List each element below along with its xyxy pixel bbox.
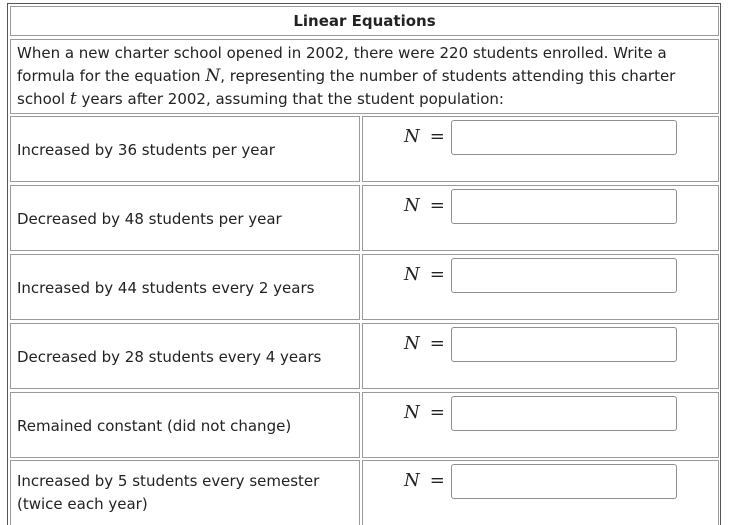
row-label: Increased by 36 students per year xyxy=(17,141,275,159)
intro-text-2: , representing the number of students attending this charter school xyxy=(17,67,676,108)
row-label-cell xyxy=(10,116,360,182)
problem-statement xyxy=(10,39,719,114)
row-label: Decreased by 48 students per year xyxy=(17,210,282,228)
variable-t: t xyxy=(69,89,77,109)
row-answer-cell xyxy=(362,254,719,320)
answer-input-2[interactable] xyxy=(451,189,677,224)
answer-input-5[interactable] xyxy=(451,396,677,431)
row-answer-cell xyxy=(362,392,719,458)
row-label: Increased by 5 students every semester (twice each year) xyxy=(17,472,320,513)
row-answer-cell xyxy=(362,460,719,525)
row-label: Remained constant (did not change) xyxy=(17,417,292,435)
equation-prefix: N = xyxy=(404,126,445,147)
equation-prefix: N = xyxy=(404,470,445,491)
row-label-cell xyxy=(10,185,360,251)
intro-text-1: When a new charter school opened in 2002, there were 220 students enrolled. Write a formula for the equation xyxy=(17,44,667,85)
answer-input-6[interactable] xyxy=(451,464,677,499)
equation-prefix: N = xyxy=(404,333,445,354)
table-title: Linear Equations xyxy=(10,6,719,36)
answer-input-4[interactable] xyxy=(451,327,677,362)
variable-n: N xyxy=(205,66,221,86)
equation-prefix: N = xyxy=(404,264,445,285)
equation-prefix: N = xyxy=(404,195,445,216)
answer-input-3[interactable] xyxy=(451,258,677,293)
intro-text-3: years after 2002, assuming that the student population: xyxy=(76,90,504,108)
row-label-cell xyxy=(10,460,360,525)
answer-input-1[interactable] xyxy=(451,120,677,155)
row-label-cell xyxy=(10,254,360,320)
row-answer-cell xyxy=(362,185,719,251)
equation-prefix: N = xyxy=(404,402,445,423)
row-label: Decreased by 28 students every 4 years xyxy=(17,348,322,366)
row-label-cell xyxy=(10,392,360,458)
row-label-cell xyxy=(10,323,360,389)
row-answer-cell xyxy=(362,323,719,389)
row-label: Increased by 44 students every 2 years xyxy=(17,279,315,297)
row-answer-cell xyxy=(362,116,719,182)
